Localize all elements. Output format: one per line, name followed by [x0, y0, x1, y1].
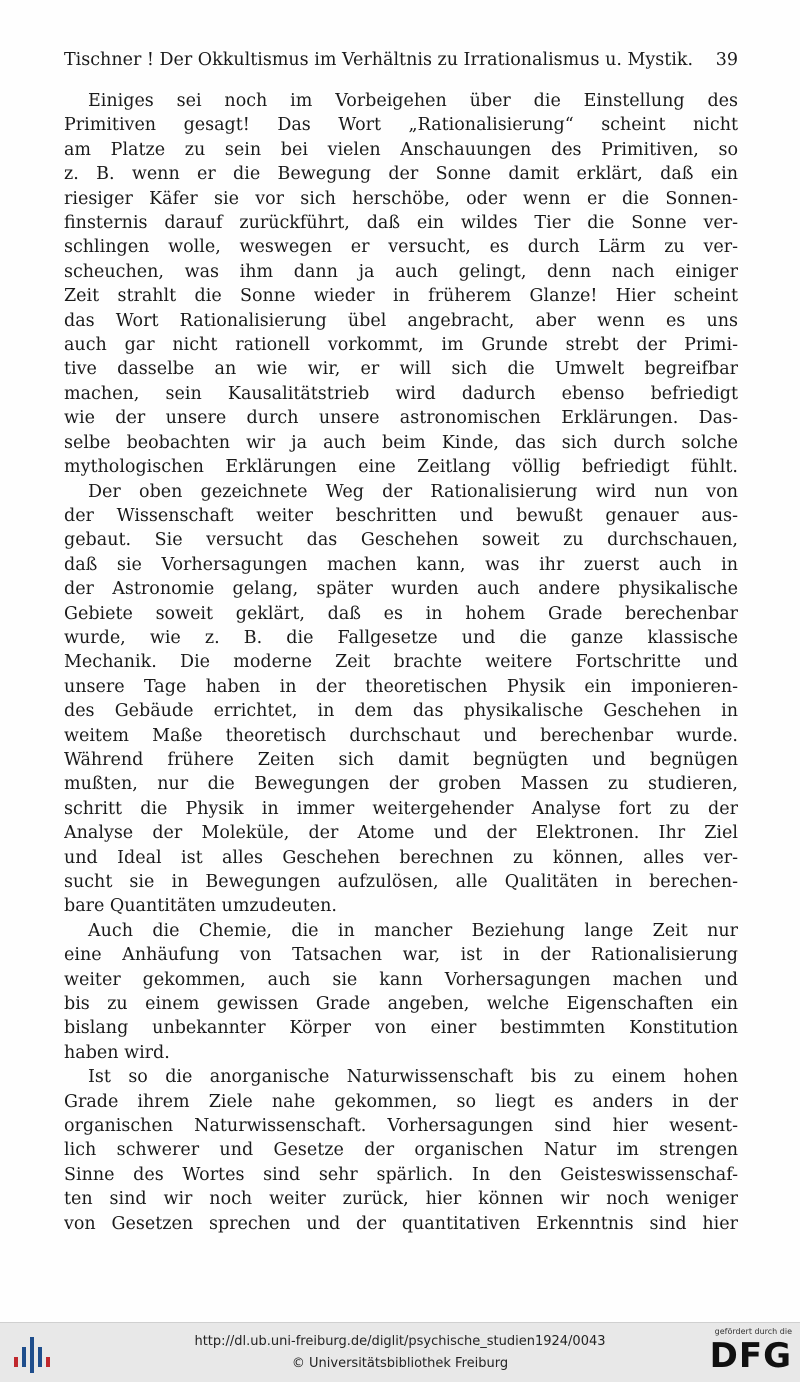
- running-title: Tischner ! Der Okkultismus im Verhältnis zu Irrationalismus u. Mystik.: [64, 50, 694, 70]
- text-line: z. B. wenn er die Bewegung der Sonne damit erklärt, daß ein: [64, 164, 738, 185]
- text-line: wurde, wie z. B. die Fallgesetze und die ganze klassische: [64, 627, 738, 648]
- text-line: Mechanik. Die moderne Zeit brachte weitere Fortschritte und: [64, 652, 738, 673]
- text-line: wie der unsere durch unsere astronomischen Erklärungen. Das-: [64, 408, 738, 429]
- text-line: Grade ihrem Ziele nahe gekommen, so liegt es anders in der: [64, 1091, 738, 1112]
- dfg-logo-text: DFG: [709, 1336, 792, 1376]
- text-line: finsternis darauf zurückführt, daß ein wildes Tier die Sonne ver-: [64, 213, 738, 234]
- text-line: Der oben gezeichnete Weg der Rationalisierung wird nun von: [88, 481, 738, 502]
- text-line: der Wissenschaft weiter beschritten und bewußt genauer aus-: [64, 505, 738, 526]
- text-line: Gebiete soweit geklärt, daß es in hohem Grade berechenbar: [64, 603, 738, 624]
- text-line: und Ideal ist alles Geschehen berechnen zu können, alles ver-: [64, 847, 738, 868]
- text-line: Ist so die anorganische Naturwissenschaft bis zu einem hohen: [88, 1067, 738, 1088]
- text-line: Sinne des Wortes sind sehr spärlich. In den Geisteswissenschaf-: [64, 1164, 738, 1185]
- text-line: Einiges sei noch im Vorbeigehen über die Einstellung des: [88, 91, 738, 111]
- text-line: schritt die Physik in immer weitergehender Analyse fort zu der: [64, 798, 738, 819]
- text-line: scheuchen, was ihm dann ja auch gelingt, denn nach einiger: [64, 261, 738, 282]
- source-url-link[interactable]: http://dl.ub.uni-freiburg.de/diglit/psychische_studien1924/0043: [194, 1334, 606, 1349]
- text-line: eine Anhäufung von Tatsachen war, ist in der Rationalisierung: [64, 945, 738, 966]
- text-line: selbe beobachten wir ja auch beim Kinde, das sich durch solche: [64, 432, 738, 453]
- dfg-logo[interactable]: [702, 1327, 792, 1379]
- text-line: ten sind wir noch weiter zurück, hier können wir noch weniger: [64, 1189, 738, 1210]
- text-line: mußten, nur die Bewegungen der groben Massen zu studieren,: [64, 774, 738, 795]
- dfg-funding-text: gefördert durch die: [714, 1327, 792, 1336]
- text-line: daß sie Vorhersagungen machen kann, was ihr zuerst auch in: [64, 554, 738, 575]
- text-line: das Wort Rationalisierung übel angebracht, aber wenn es uns: [64, 310, 738, 331]
- text-line: tive dasselbe an wie wir, er will sich die Umwelt begreifbar: [64, 359, 738, 380]
- text-line: unsere Tage haben in der theoretischen Physik ein imponieren-: [64, 676, 738, 697]
- copyright-text: © Universitätsbibliothek Freiburg: [291, 1356, 509, 1371]
- text-line: bis zu einem gewissen Grade angeben, welche Eigenschaften ein: [64, 994, 738, 1015]
- text-line: von Gesetzen sprechen und der quantitativen Erkenntnis sind hier: [64, 1213, 738, 1234]
- text-line: weiter gekommen, auch sie kann Vorhersagungen machen und: [64, 969, 738, 990]
- text-line: machen, sein Kausalitätstrieb wird dadurch ebenso befriedigt: [64, 383, 738, 404]
- text-line: gebaut. Sie versucht das Geschehen soweit zu durchschauen,: [64, 530, 738, 551]
- text-line: Primitiven gesagt! Das Wort „Rationalisierung“ scheint nicht: [64, 115, 738, 136]
- text-line: Analyse der Moleküle, der Atome und der Elektronen. Ihr Ziel: [64, 823, 738, 844]
- text-line: bare Quantitäten umzudeuten.: [64, 896, 337, 917]
- page-number: 39: [715, 50, 738, 70]
- text-line: mythologischen Erklärungen eine Zeitlang völlig befriedigt fühlt.: [64, 457, 738, 478]
- text-line: am Platze zu sein bei vielen Anschauungen des Primitiven, so: [64, 139, 738, 160]
- text-line: sucht sie in Bewegungen aufzulösen, alle Qualitäten in berechen-: [64, 872, 738, 892]
- running-header: [64, 48, 738, 72]
- text-line: haben wird.: [64, 1042, 170, 1063]
- text-line: lich schwerer und Gesetze der organischen Natur im strengen: [64, 1140, 738, 1161]
- text-line: schlingen wolle, weswegen er versucht, es durch Lärm zu ver-: [64, 237, 738, 258]
- body-text: [64, 89, 738, 1236]
- text-line: organischen Naturwissenschaft. Vorhersagungen sind hier wesent-: [64, 1116, 738, 1137]
- text-line: des Gebäude errichtet, in dem das physikalische Geschehen in: [64, 701, 738, 722]
- text-line: weitem Maße theoretisch durchschaut und berechenbar wurde.: [64, 725, 738, 746]
- text-line: bislang unbekannter Körper von einer bestimmten Konstitution: [64, 1018, 738, 1039]
- text-line: Während frühere Zeiten sich damit begnügten und begnügen: [64, 749, 738, 770]
- text-line: Auch die Chemie, die in mancher Beziehung lange Zeit nur: [88, 920, 738, 941]
- text-line: auch gar nicht rationell vorkommt, im Grunde strebt der Primi-: [64, 335, 738, 356]
- text-line: der Astronomie gelang, später wurden auch andere physikalische: [64, 579, 738, 600]
- footer-bar: [0, 1322, 800, 1382]
- text-line: riesiger Käfer sie vor sich herschöbe, oder wenn er die Sonnen-: [64, 188, 738, 209]
- text-line: Zeit strahlt die Sonne wieder in früherem Glanze! Hier scheint: [64, 286, 738, 307]
